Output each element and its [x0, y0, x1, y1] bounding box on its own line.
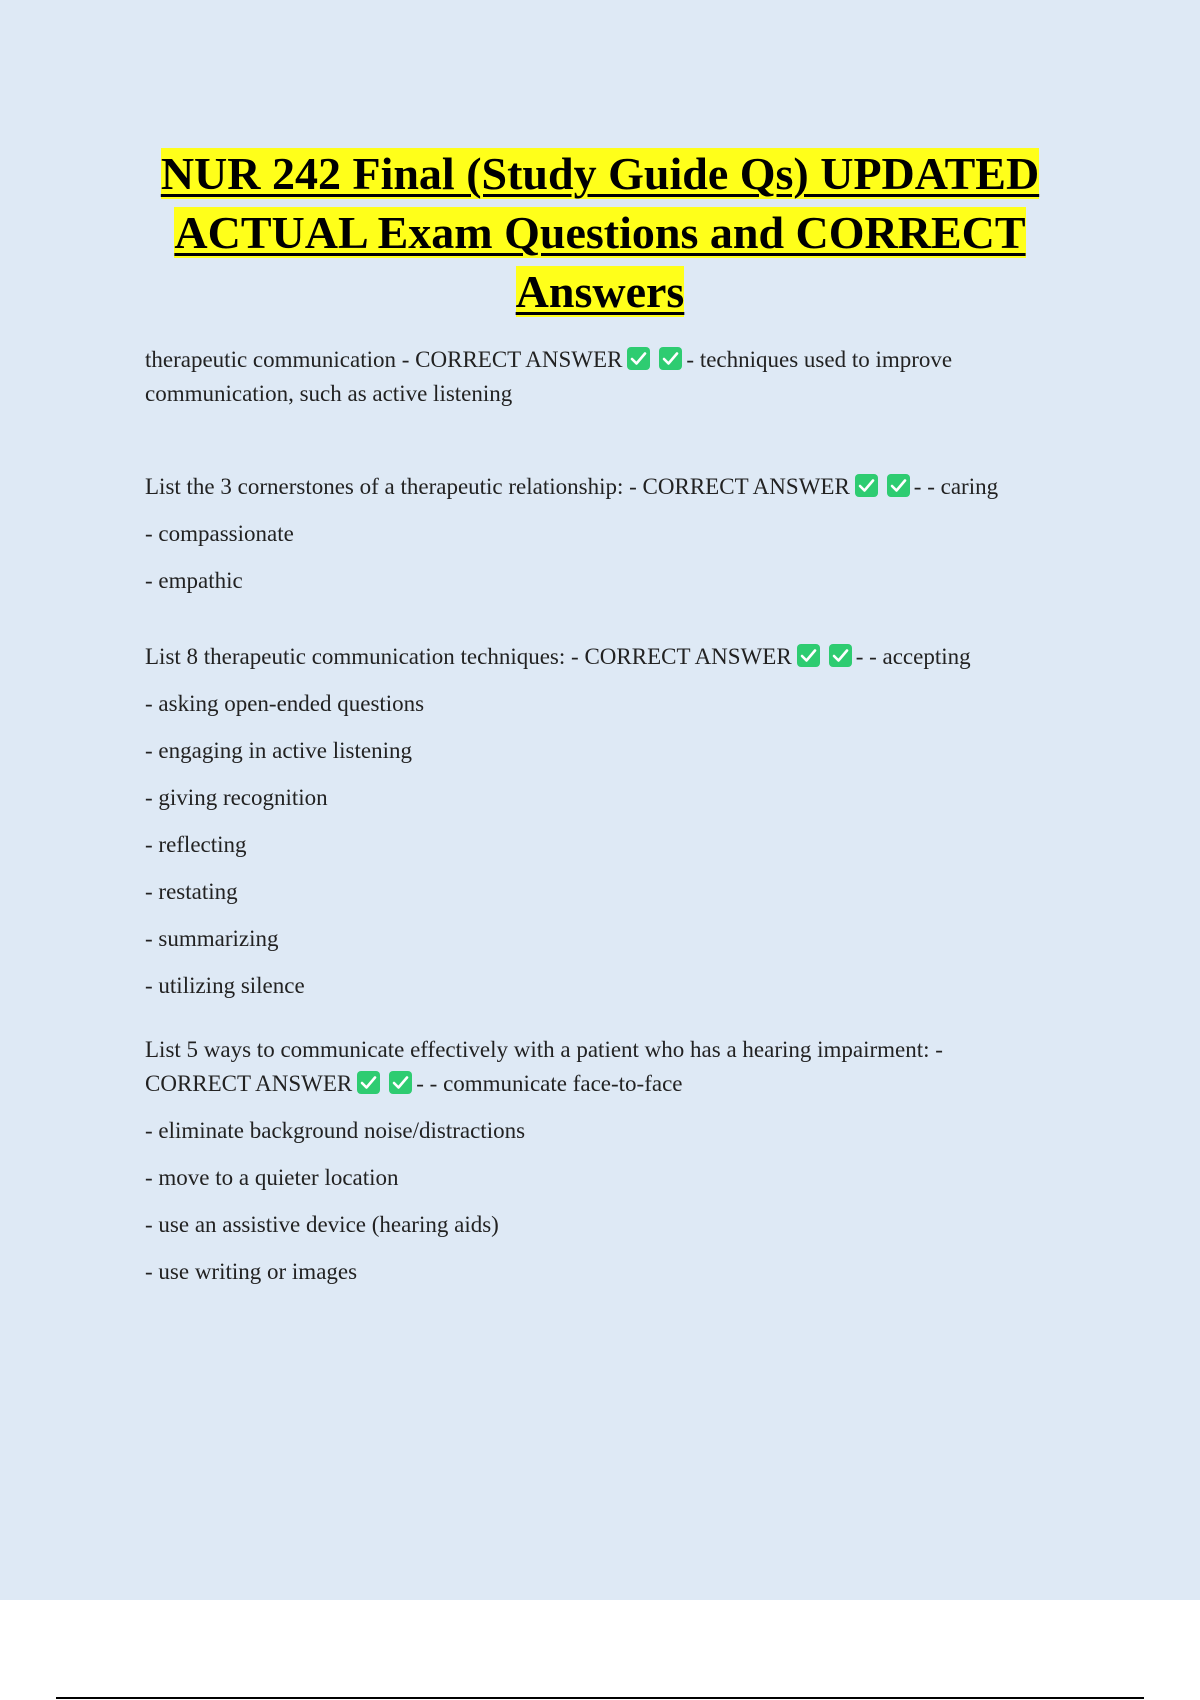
correct-answer-label: CORRECT ANSWER — [415, 347, 623, 372]
check-mark-button-icon — [829, 644, 852, 667]
question-line-continued — [145, 1067, 1065, 1101]
question-line: List 5 ways to communicate effectively with a patient who has a hearing impairment: - — [145, 1037, 943, 1062]
answer-item: - engaging in active listening — [145, 738, 412, 763]
question-text: therapeutic communication - — [145, 347, 416, 372]
qa-communication-techniques — [145, 640, 1065, 1003]
answer-text: - - communicate face-to-face — [416, 1071, 683, 1096]
qa-list — [145, 343, 1065, 1289]
question-text: List 8 therapeutic communication techniques: - — [145, 644, 585, 669]
check-mark-button-icon — [389, 1071, 412, 1094]
qa-therapeutic-communication — [145, 343, 1065, 411]
answer-item: - utilizing silence — [145, 973, 305, 998]
answer-item: - eliminate background noise/distractions — [145, 1118, 526, 1143]
qa-hearing-impairment — [145, 1033, 1065, 1289]
answer-item: - giving recognition — [145, 785, 328, 810]
answer-item: - reflecting — [145, 832, 247, 857]
correct-answer-label: CORRECT ANSWER — [642, 474, 850, 499]
answer-text: - techniques used to improve — [686, 347, 953, 372]
check-mark-button-icon — [887, 474, 910, 497]
answer-continuation: communication, such as active listening — [145, 381, 513, 406]
answer-text: - - caring — [913, 474, 999, 499]
title-line-2: ACTUAL Exam Questions and CORRECT — [174, 207, 1026, 258]
correct-answer-label: CORRECT ANSWER — [145, 1071, 353, 1096]
title-line-1: NUR 242 Final (Study Guide Qs) UPDATED — [160, 148, 1040, 199]
answer-item: - summarizing — [145, 926, 279, 951]
question-line — [145, 343, 1065, 377]
answer-item: - restating — [145, 879, 238, 904]
answer-item: - move to a quieter location — [145, 1165, 399, 1190]
answer-text: - - accepting — [855, 644, 971, 669]
check-mark-button-icon — [797, 644, 820, 667]
answer-item: - use an assistive device (hearing aids) — [145, 1212, 499, 1237]
answer-item: - compassionate — [145, 521, 294, 546]
check-mark-button-icon — [627, 347, 650, 370]
footer-divider — [56, 1697, 1144, 1699]
question-text: List the 3 cornerstones of a therapeutic relationship: - — [145, 474, 643, 499]
answer-item: - empathic — [145, 568, 243, 593]
question-line — [145, 470, 1065, 504]
check-mark-button-icon — [855, 474, 878, 497]
question-line — [145, 640, 1065, 674]
check-mark-button-icon — [357, 1071, 380, 1094]
document-title — [100, 144, 1100, 321]
qa-cornerstones — [145, 470, 1065, 598]
answer-item: - use writing or images — [145, 1259, 358, 1284]
correct-answer-label: CORRECT ANSWER — [584, 644, 792, 669]
title-line-3: Answers — [515, 266, 685, 317]
check-mark-button-icon — [659, 347, 682, 370]
answer-item: - asking open-ended questions — [145, 691, 425, 716]
